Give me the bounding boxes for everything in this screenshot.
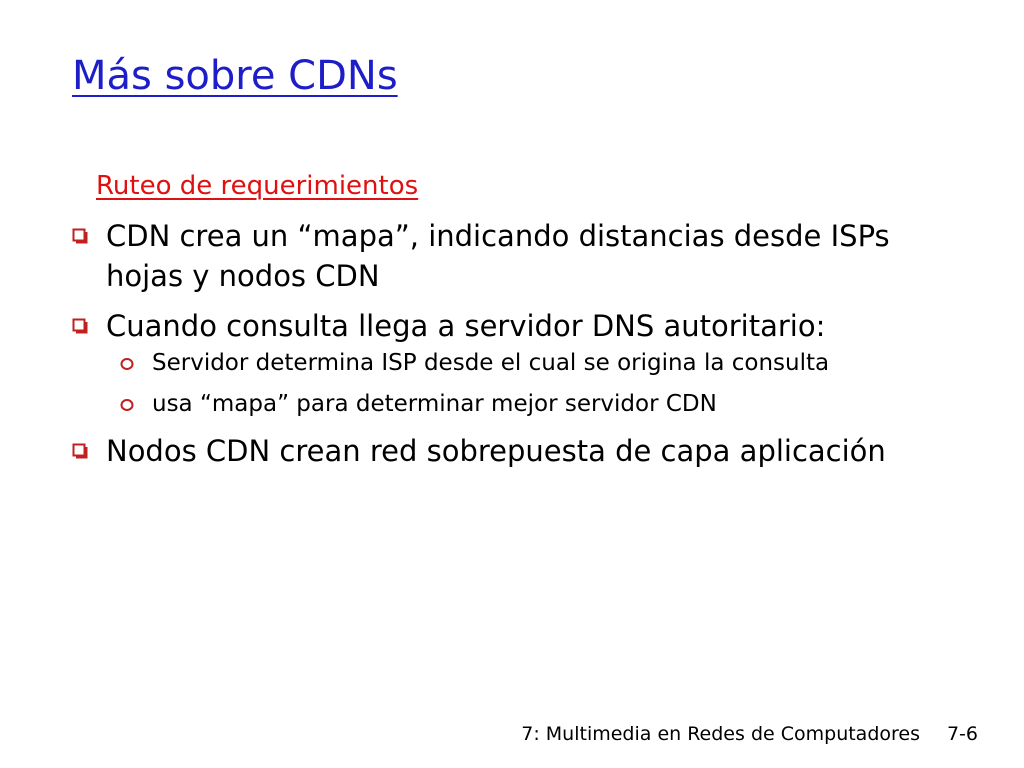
hollow-square-bullet-icon bbox=[72, 443, 90, 461]
hollow-circle-bullet-icon bbox=[120, 398, 136, 412]
hollow-square-bullet-icon bbox=[72, 228, 90, 246]
bullet-text: Cuando consulta llega a servidor DNS autoritario: bbox=[106, 309, 826, 343]
bullet-list bbox=[72, 216, 952, 481]
hollow-circle-bullet-icon bbox=[120, 357, 136, 371]
sub-bullet-item bbox=[106, 347, 952, 380]
sub-bullet-text: Servidor determina ISP desde el cual se origina la consulta bbox=[152, 350, 830, 376]
bullet-item bbox=[72, 431, 952, 471]
slide-title: Más sobre CDNs bbox=[72, 53, 398, 99]
sub-bullet-item bbox=[106, 388, 952, 421]
section-heading: Ruteo de requerimientos bbox=[96, 171, 419, 201]
sub-bullet-text: usa “mapa” para determinar mejor servidor CDN bbox=[152, 391, 717, 417]
bullet-item bbox=[72, 306, 952, 421]
hollow-square-bullet-icon bbox=[72, 318, 90, 336]
sub-bullet-list bbox=[106, 347, 952, 421]
bullet-text: CDN crea un “mapa”, indicando distancias desde ISPs hojas y nodos CDN bbox=[106, 219, 890, 293]
footer-page-number: 7-6 bbox=[946, 723, 978, 745]
bullet-item bbox=[72, 216, 952, 296]
footer-chapter-label: 7: Multimedia en Redes de Computadores bbox=[521, 723, 920, 745]
bullet-text: Nodos CDN crean red sobrepuesta de capa aplicación bbox=[106, 434, 886, 468]
